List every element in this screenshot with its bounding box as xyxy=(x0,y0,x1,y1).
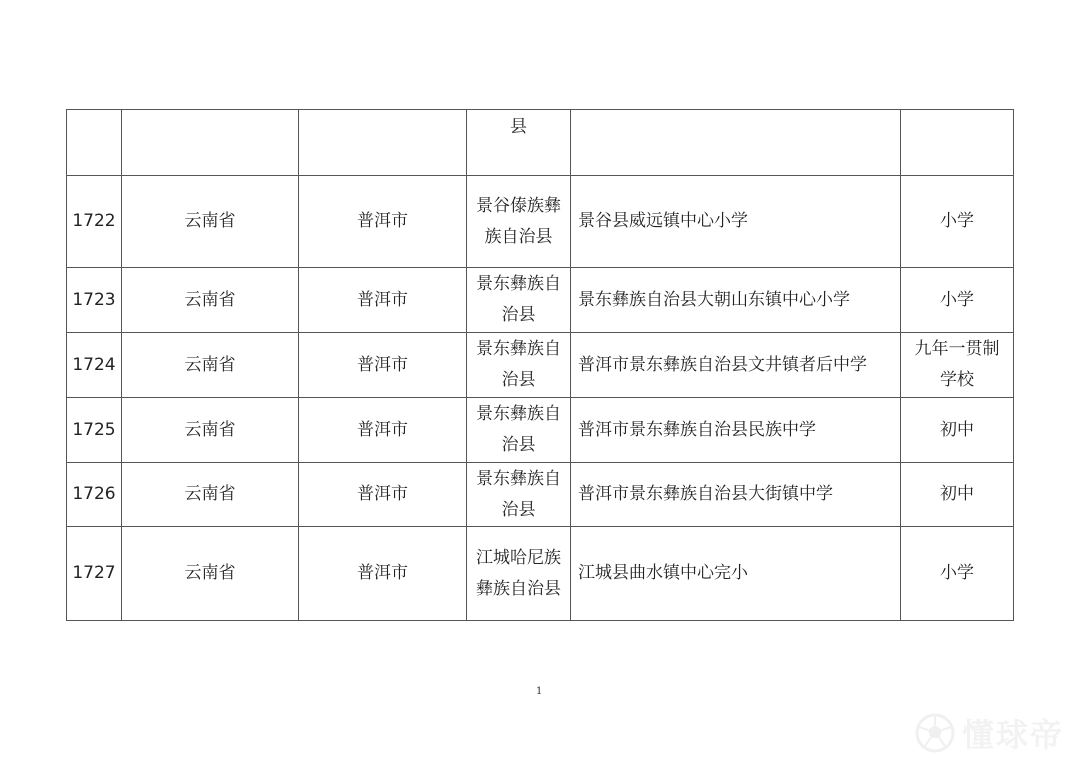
county-cell: 县 xyxy=(467,110,571,176)
table-row xyxy=(67,463,1014,527)
county-cell: 景谷傣族彝族自治县 xyxy=(467,176,571,268)
county-cell: 江城哈尼族彝族自治县 xyxy=(467,527,571,621)
city-cell: 普洱市 xyxy=(299,527,467,621)
number-cell: 1722 xyxy=(67,176,122,268)
number-cell: 1723 xyxy=(67,268,122,333)
school-cell: 普洱市景东彝族自治县文井镇者后中学 xyxy=(571,333,901,398)
city-cell: 普洱市 xyxy=(299,463,467,527)
number-cell: 1726 xyxy=(67,463,122,527)
type-cell xyxy=(901,110,1014,176)
number-cell: 1724 xyxy=(67,333,122,398)
soccer-ball-logo-icon xyxy=(914,712,956,754)
city-cell xyxy=(299,110,467,176)
school-cell: 普洱市景东彝族自治县大街镇中学 xyxy=(571,463,901,527)
school-cell: 江城县曲水镇中心完小 xyxy=(571,527,901,621)
city-cell: 普洱市 xyxy=(299,268,467,333)
table-row xyxy=(67,527,1014,621)
number-cell xyxy=(67,110,122,176)
table-row xyxy=(67,268,1014,333)
school-list-table xyxy=(66,109,1014,621)
school-cell xyxy=(571,110,901,176)
school-cell: 景东彝族自治县大朝山东镇中心小学 xyxy=(571,268,901,333)
type-cell: 初中 xyxy=(901,398,1014,463)
type-cell: 九年一贯制学校 xyxy=(901,333,1014,398)
province-cell: 云南省 xyxy=(122,398,299,463)
county-cell: 景东彝族自治县 xyxy=(467,333,571,398)
city-cell: 普洱市 xyxy=(299,333,467,398)
table-row xyxy=(67,110,1014,176)
school-cell: 景谷县威远镇中心小学 xyxy=(571,176,901,268)
province-cell xyxy=(122,110,299,176)
province-cell: 云南省 xyxy=(122,527,299,621)
type-cell: 初中 xyxy=(901,463,1014,527)
number-cell: 1725 xyxy=(67,398,122,463)
watermark xyxy=(914,710,1064,756)
city-cell: 普洱市 xyxy=(299,398,467,463)
watermark-text: 懂球帝 xyxy=(961,716,1064,754)
type-cell: 小学 xyxy=(901,268,1014,333)
county-cell: 景东彝族自治县 xyxy=(467,463,571,527)
county-cell: 景东彝族自治县 xyxy=(467,268,571,333)
table-row xyxy=(67,176,1014,268)
city-cell: 普洱市 xyxy=(299,176,467,268)
county-cell: 景东彝族自治县 xyxy=(467,398,571,463)
province-cell: 云南省 xyxy=(122,268,299,333)
province-cell: 云南省 xyxy=(122,176,299,268)
table-row xyxy=(67,398,1014,463)
page-number: 1 xyxy=(536,686,543,697)
province-cell: 云南省 xyxy=(122,463,299,527)
type-cell: 小学 xyxy=(901,176,1014,268)
type-cell: 小学 xyxy=(901,527,1014,621)
school-cell: 普洱市景东彝族自治县民族中学 xyxy=(571,398,901,463)
province-cell: 云南省 xyxy=(122,333,299,398)
table-row xyxy=(67,333,1014,398)
number-cell: 1727 xyxy=(67,527,122,621)
